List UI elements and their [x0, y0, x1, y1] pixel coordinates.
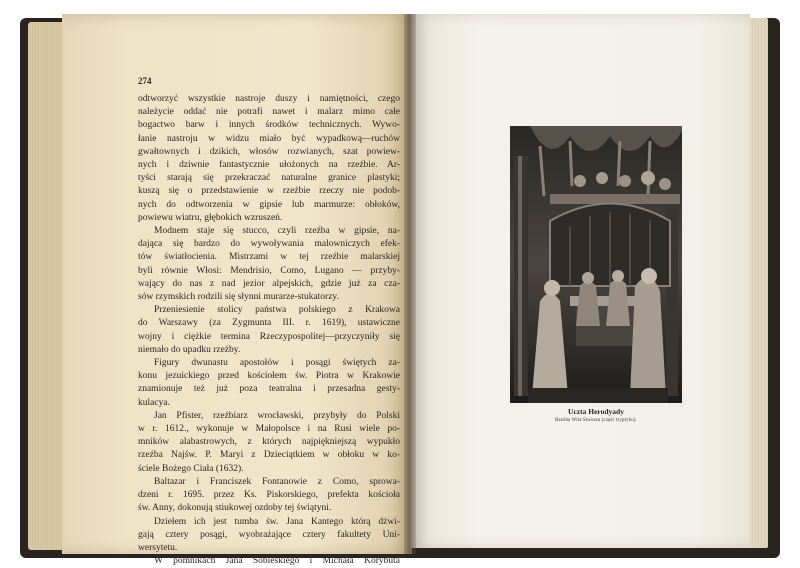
- text-line: dająca się bardzo do wywoływania malowniczych efek-: [138, 239, 400, 250]
- text-line: Figury dwunastu apostołów i posągi świętych za-: [154, 358, 400, 369]
- text-line: w r. 1612., wykonuje w Małopolsce i na Rusi wiele po-: [138, 424, 400, 435]
- text-line: bogactwo barw i innych środków technicznych. Wywo-: [138, 120, 400, 131]
- text-line: znamionuje też już poza teatralna i przesadna gesty-: [138, 384, 400, 395]
- text-line: Jan Pfister, rzeźbiarz wrocławski, przybyły do Polski: [154, 410, 400, 421]
- text-line: niemało do upadku rzeźby.: [138, 344, 241, 355]
- text-line: Modnem staje się stucco, czyli rzeźba w gipsie, na-: [154, 226, 400, 237]
- text-line: sów rzymskich rodzili się słynni murarze-stukatorzy.: [138, 292, 339, 303]
- text-line: W pomnikach Jana Sobieskiego i Michała Korybuta: [154, 556, 400, 567]
- carved-relief-image: [510, 126, 682, 403]
- text-line: Dziełem ich jest tumba św. Jana Kantego którą dźwi-: [154, 516, 400, 527]
- text-line: kuszą się o przedstawienie w rzeźbie rzeczy nie podob-: [138, 186, 400, 197]
- text-line: odtworzyć wszystkie nastroje duszy i namiętności, czego: [138, 94, 400, 104]
- body-text: [138, 93, 400, 568]
- text-line: tyści starają się przekraczać naturalne granice plastyki;: [138, 173, 400, 184]
- text-line: gają cztery posągi, wyobrażające cztery fakultety Uni-: [138, 529, 400, 540]
- page-number: 274: [138, 76, 152, 86]
- text-line: byli równie Włosi: Mendrisio, Como, Lugano — przyby-: [138, 265, 400, 276]
- text-line: wojny i ciężkie termina Rzeczypospolitej—przyczyniły się: [138, 331, 400, 342]
- figure-caption-title: Uczta Herodyady: [568, 407, 624, 416]
- book-gutter: [404, 14, 416, 554]
- text-line: do Warszawy (za Zygmunta III. r. 1619), ustawiczne: [138, 318, 400, 329]
- text-line: ściele Bożego Ciała (1632).: [138, 463, 244, 474]
- text-line: gwałtownych i dzikich, włosów rozwianych, szat powiew-: [138, 146, 400, 157]
- figure-caption-subtitle: Rzeźba Wita Stwosza (część tryptyku).: [555, 418, 637, 423]
- text-line: kulacya.: [138, 397, 170, 408]
- text-line: dzeni r. 1695. przez Ks. Piskorskiego, prefekta kościoła: [138, 490, 400, 501]
- text-line: mników alabastrowych, z których najpiękniejszą wypukło: [138, 437, 400, 448]
- text-line: wersytetu.: [138, 542, 178, 553]
- text-line: św. Anny, dokonują stiukowej ozdoby tej świątyni.: [138, 503, 332, 514]
- text-line: powiewu wiatru, głębokich wzruszeń.: [138, 212, 283, 223]
- text-line: należycie oddać nie potrafi nawet i malarz mimo całe: [138, 107, 400, 118]
- text-line: wający do nas z nad jezior alpejskich, gdzie już za cza-: [138, 278, 400, 289]
- text-line: rzeźba Najśw. P. Maryi z Dzieciątkiem w obłoku w ko-: [138, 450, 400, 461]
- text-line: nych i dziwnie fantastycznie ułożonych na rzeźbie. Ar-: [138, 160, 400, 171]
- text-line: nych do odtworzenia w gipsie lub marmurze: obłoków,: [138, 199, 400, 210]
- text-line: konu jezuickiego przed kościołem św. Piotra w Krakowie: [138, 371, 400, 382]
- text-line: tów światłocienia. Mistrzami w tej rzeźbie malarskiej: [138, 252, 400, 263]
- text-line: Przeniesienie stolicy państwa polskiego z Krakowa: [154, 305, 400, 316]
- text-line: Baltazar i Franciszek Fontanowie z Como, sprowa-: [154, 476, 400, 487]
- illustration-plate: [510, 126, 682, 403]
- text-line: łanie nastroju w widzu miało być wypadkową—ruchów: [138, 133, 400, 144]
